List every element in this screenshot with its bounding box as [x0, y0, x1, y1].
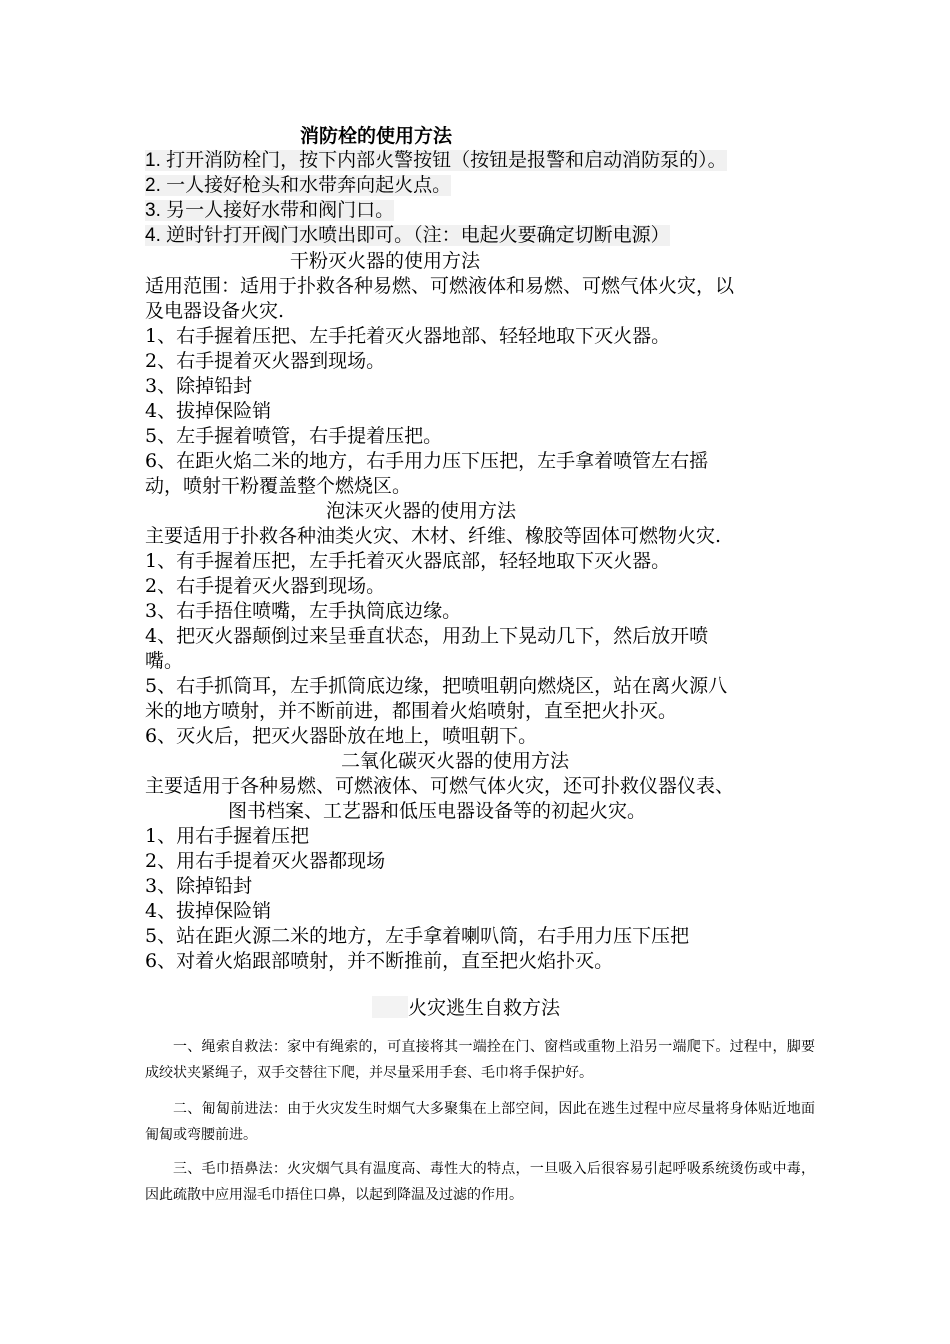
co2-step: 4、拔掉保险销: [145, 900, 272, 922]
co2-scope-line-2: 图书档案、工艺器和低压电器设备等的初起火灾。: [228, 800, 647, 822]
dry-powder-scope-line-1: 适用范围：适用于扑救各种易燃、可燃液体和易燃、可燃气体火灾，以: [145, 275, 735, 297]
escape-paragraph-3: 三、毛巾捂鼻法：火灾烟气具有温度高、毒性大的特点，一旦吸入后很容易引起呼吸系统烫伤或中毒，因此疏散中应用湿毛巾捂住口鼻，以起到降温及过滤的作用。: [145, 1161, 815, 1203]
dry-powder-step: 3、除掉铅封: [145, 375, 253, 397]
foam-step: 1、有手握着压把，左手托着灭火器底部，轻轻地取下灭火器。: [145, 550, 671, 572]
co2-step: 2、用右手提着灭火器都现场: [145, 850, 386, 872]
foam-scope: 主要适用于扑救各种油类火灾、木材、纤维、橡胶等固体可燃物火灾.: [145, 525, 722, 547]
co2-step: 3、除掉铅封: [145, 875, 253, 897]
foam-step: 3、右手捂住喷嘴，左手执筒底边缘。: [145, 600, 462, 622]
co2-step: 1、用右手握着压把: [145, 825, 310, 847]
foam-step: 米的地方喷射，并不断前进，都围着火焰喷射，直至把火扑灭。: [145, 700, 678, 722]
co2-step: 6、对着火焰跟部喷射，并不断推前，直至把火焰扑灭。: [145, 950, 614, 972]
foam-step: 2、右手提着灭火器到现场。: [145, 575, 386, 597]
title-highlight: [372, 996, 408, 1018]
escape-paragraph-2: 二、匍匐前进法：由于火灾发生时烟气大多聚集在上部空间，因此在逃生过程中应尽量将身体贴近地面匍匐或弯腰前进。: [145, 1101, 815, 1143]
hydrant-title: 消防栓的使用方法: [300, 125, 453, 147]
dry-powder-step: 4、拔掉保险销: [145, 400, 272, 422]
escape-paragraph-1: 一、绳索自救法：家中有绳索的，可直接将其一端拴在门、窗档或重物上沿另一端爬下。过程中，脚要成绞状夹紧绳子，双手交替往下爬，并尽量采用手套、毛巾将手保护好。: [145, 1039, 815, 1081]
co2-scope-line-1: 主要适用于各种易燃、可燃液体、可燃气体火灾，还可扑救仪器仪表、: [145, 775, 735, 797]
dry-powder-scope-line-2: 及电器设备火灾.: [145, 300, 285, 322]
hydrant-step-1: 1. 打开消防栓门，按下内部火警按钮（按钮是报警和启动消防泵的）。: [145, 150, 727, 171]
hydrant-step-4: 4. 逆时针打开阀门水喷出即可。（注：电起火要确定切断电源）: [145, 225, 670, 246]
foam-step: 5、右手抓筒耳，左手抓筒底边缘，把喷咀朝向燃烧区，站在离火源八: [145, 675, 728, 697]
foam-title: 泡沫灭火器的使用方法: [326, 500, 517, 522]
dry-powder-step: 6、在距火焰二米的地方，右手用力压下压把，左手拿着喷管左右摇: [145, 450, 709, 472]
foam-step: 4、把灭火器颠倒过来呈垂直状态，用劲上下晃动几下，然后放开喷: [145, 625, 709, 647]
co2-title: 二氧化碳灭火器的使用方法: [341, 750, 570, 772]
hydrant-step-2: 2. 一人接好枪头和水带奔向起火点。: [145, 175, 452, 196]
foam-step: 6、灭火后，把灭火器卧放在地上，喷咀朝下。: [145, 725, 538, 747]
dry-powder-title: 干粉灭火器的使用方法: [290, 250, 481, 272]
dry-powder-step: 动，喷射干粉覆盖整个燃烧区。: [145, 475, 412, 497]
foam-step: 嘴。: [145, 650, 184, 672]
dry-powder-step: 1、右手握着压把、左手托着灭火器地部、轻轻地取下灭火器。: [145, 325, 671, 347]
dry-powder-step: 2、右手提着灭火器到现场。: [145, 350, 386, 372]
dry-powder-step: 5、左手握着喷管，右手提着压把。: [145, 425, 443, 447]
escape-title: 火灾逃生自救方法: [408, 997, 561, 1019]
co2-step: 5、站在距火源二米的地方，左手拿着喇叭筒，右手用力压下压把: [145, 925, 690, 947]
hydrant-step-3: 3. 另一人接好水带和阀门口。: [145, 200, 395, 221]
